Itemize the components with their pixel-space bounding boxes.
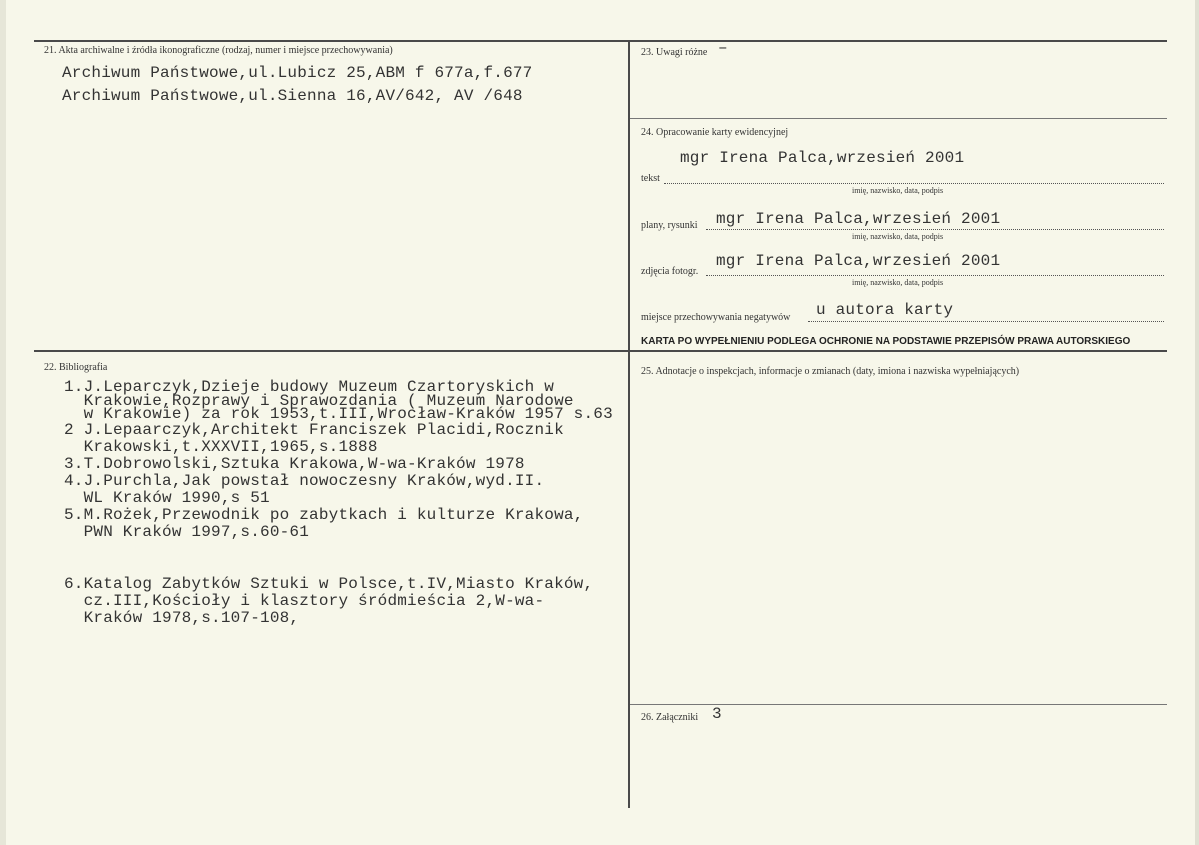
section-24-label: 24. Opracowanie karty ewidencyjnej xyxy=(641,127,789,138)
section-21-line-1: Archiwum Państwowe,ul.Lubicz 25,ABM f 677a,f.677 xyxy=(62,64,533,82)
miejsce-value: u autora karty xyxy=(816,301,954,319)
bibliography-line-12: cz.III,Kościoły i klasztory śródmieścia 2,W-wa- xyxy=(64,592,545,610)
bibliography-line-6: 3.T.Dobrowolski,Sztuka Krakowa,W-wa-Kraków 1978 xyxy=(64,455,525,473)
paper-edge-right xyxy=(1195,0,1199,845)
bibliography-line-2: Krakowie,Rozprawy i Sprawozdania ( Muzeum Narodowe xyxy=(64,392,574,410)
plany-dotted-line xyxy=(706,229,1164,230)
paper-edge-left xyxy=(0,0,6,845)
zdjecia-label: zdjęcia fotogr. xyxy=(641,266,699,277)
zdjecia-caption: imię, nazwisko, data, podpis xyxy=(852,278,944,287)
section-23-label: 23. Uwagi różne xyxy=(641,47,708,58)
center-divider xyxy=(628,40,630,808)
tekst-caption: imię, nazwisko, data, podpis xyxy=(852,186,944,195)
rule-25-26 xyxy=(630,704,1167,705)
section-21-label: 21. Akta archiwalne i źródła ikonograficzne (rodzaj, numer i miejsce przechowywania) xyxy=(44,45,393,56)
zdjecia-dotted-line xyxy=(706,275,1164,276)
bibliography-line-9: 5.M.Rożek,Przewodnik po zabytkach i kulturze Krakowa, xyxy=(64,506,584,524)
bibliography-line-11: 6.Katalog Zabytków Sztuki w Polsce,t.IV,Miasto Kraków, xyxy=(64,575,594,593)
zdjecia-value: mgr Irena Palca,wrzesień 2001 xyxy=(716,252,1001,270)
bibliography-line-13: Kraków 1978,s.107-108, xyxy=(64,609,300,627)
bibliography-line-8: WL Kraków 1990,s 51 xyxy=(64,489,270,507)
section-26-value: 3 xyxy=(712,705,722,723)
bibliography-line-3: w Krakowie) za rok 1953,t.III,Wrocław-Kraków 1957 s.63 xyxy=(64,405,613,423)
section-21-line-2: Archiwum Państwowe,ul.Sienna 16,AV/642, AV /648 xyxy=(62,87,523,105)
section-26-label: 26. Załączniki xyxy=(641,712,699,723)
tekst-dotted-line xyxy=(664,183,1164,184)
tekst-value: mgr Irena Palca,wrzesień 2001 xyxy=(680,149,965,167)
copyright-notice: KARTA PO WYPEŁNIENIU PODLEGA OCHRONIE NA PODSTAWIE PRZEPISÓW PRAWA AUTORSKIEGO xyxy=(641,336,1131,347)
section-25-label: 25. Adnotacje o inspekcjach, informacje o zmianach (daty, imiona i nazwiska wypełniających) xyxy=(641,366,1020,377)
bibliography-line-7: 4.J.Purchla,Jak powstał nowoczesny Kraków,wyd.II. xyxy=(64,472,545,490)
bibliography-line-5: Krakowski,t.XXXVII,1965,s.1888 xyxy=(64,438,378,456)
miejsce-label: miejsce przechowywania negatywów xyxy=(641,312,791,323)
plany-caption: imię, nazwisko, data, podpis xyxy=(852,232,944,241)
section-22-label: 22. Bibliografia xyxy=(44,362,108,373)
bibliography-line-1: 1.J.Leparczyk,Dzieje budowy Muzeum Czartoryskich w xyxy=(64,378,555,396)
plany-value: mgr Irena Palca,wrzesień 2001 xyxy=(716,210,1001,228)
plany-label: plany, rysunki xyxy=(641,220,698,231)
rule-23-24 xyxy=(630,118,1167,119)
middle-rule xyxy=(34,350,1167,352)
miejsce-dotted-line xyxy=(808,321,1164,322)
tekst-label: tekst xyxy=(641,173,660,184)
section-23-value: – xyxy=(718,39,728,57)
top-rule xyxy=(34,40,1167,42)
bibliography-line-4: 2 J.Lepaarczyk,Architekt Franciszek Placidi,Rocznik xyxy=(64,421,564,439)
bibliography-line-10: PWN Kraków 1997,s.60-61 xyxy=(64,523,310,541)
